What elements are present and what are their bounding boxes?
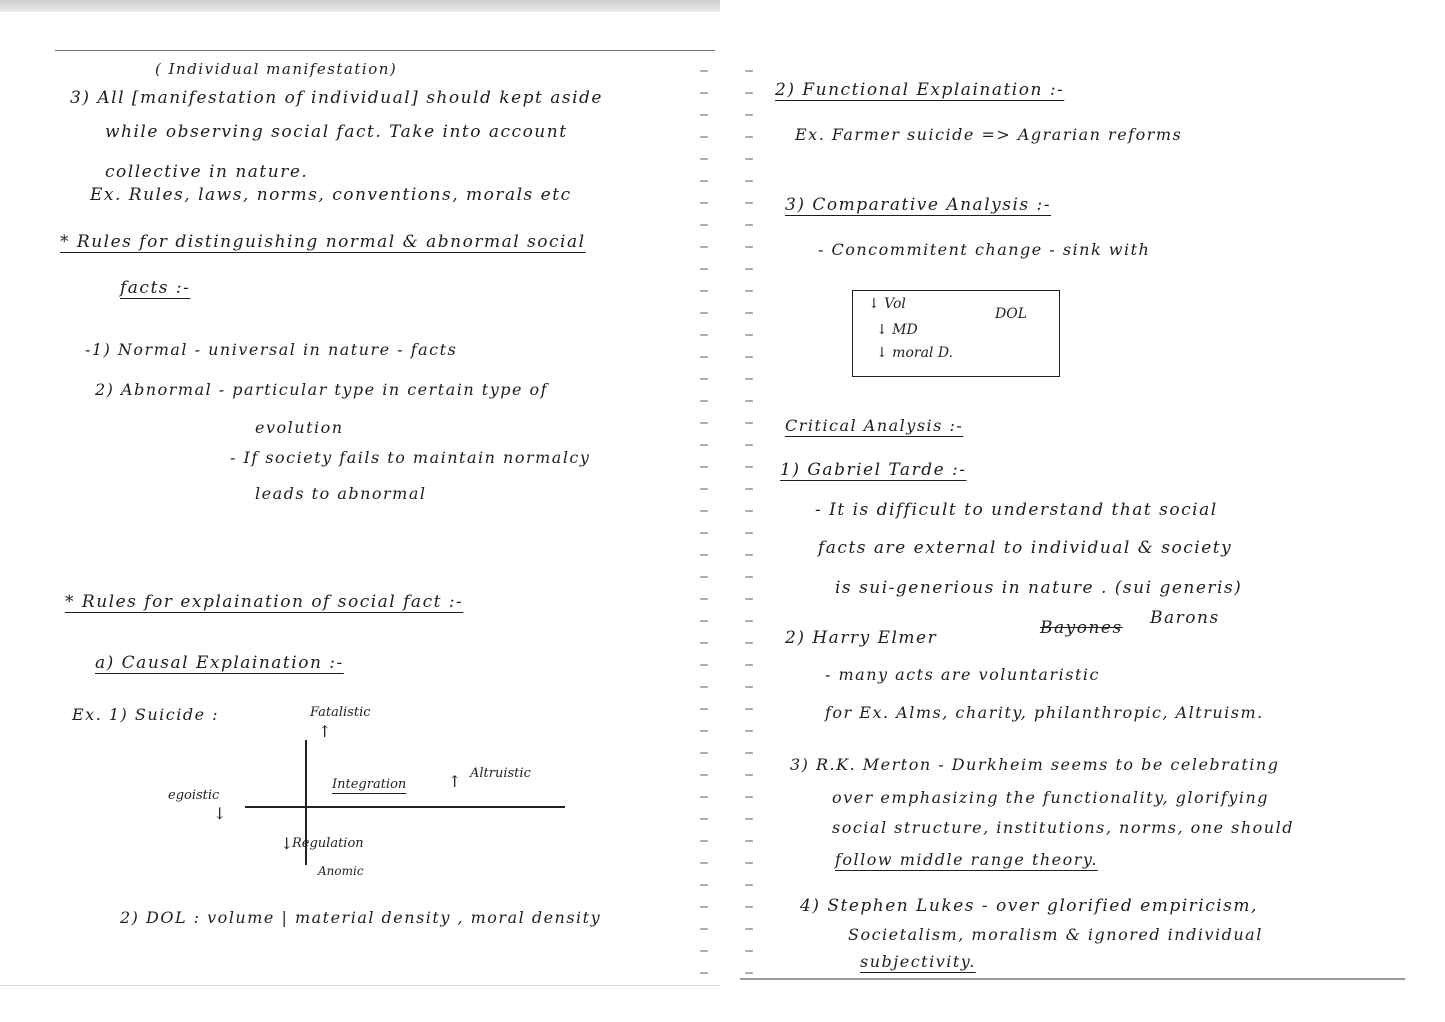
- binder-hole-mark: [745, 422, 753, 424]
- binder-hole-mark: [745, 774, 753, 776]
- binder-hole-mark: [700, 158, 708, 160]
- binder-hole-mark: [700, 796, 708, 798]
- binder-hole-mark: [700, 642, 708, 644]
- binder-hole-mark: [745, 114, 753, 116]
- binder-hole-mark: [700, 224, 708, 226]
- binder-hole-mark: [745, 950, 753, 952]
- binder-hole-mark: [745, 620, 753, 622]
- binder-hole-mark: [700, 268, 708, 270]
- binder-hole-mark: [700, 950, 708, 952]
- binder-hole-mark: [745, 268, 753, 270]
- binder-hole-mark: [745, 400, 753, 402]
- binder-hole-mark: [700, 862, 708, 864]
- heading-comparative-analysis: 3) Comparative Analysis :-: [785, 195, 1051, 215]
- binder-hole-mark: [745, 334, 753, 336]
- note-line: - If society fails to maintain normalcy: [230, 448, 591, 467]
- binder-hole-mark: [745, 378, 753, 380]
- binder-hole-mark: [700, 906, 708, 908]
- binder-hole-mark: [700, 466, 708, 468]
- binder-hole-mark: [745, 246, 753, 248]
- binder-hole-mark: [700, 356, 708, 358]
- binder-hole-mark: [745, 818, 753, 820]
- binder-hole-mark: [745, 576, 753, 578]
- note-line: social structure, institutions, norms, one should: [832, 818, 1294, 837]
- note-line: 3) All [manifestation of individual] should kept aside: [70, 88, 603, 108]
- heading-rules-explanation: * Rules for explaination of social fact :-: [65, 592, 464, 612]
- note-line: leads to abnormal: [255, 484, 427, 503]
- binder-hole-mark: [745, 730, 753, 732]
- binder-hole-mark: [700, 840, 708, 842]
- binder-hole-mark: [745, 92, 753, 94]
- box-item: ↓ MD: [876, 322, 918, 338]
- diagram-label-left: egoistic: [168, 788, 220, 803]
- binder-hole-mark: [700, 422, 708, 424]
- note-line: ( Individual manifestation): [155, 60, 398, 78]
- binder-hole-mark: [700, 444, 708, 446]
- note-line: Ex. 1) Suicide :: [72, 705, 220, 724]
- note-line: over emphasizing the functionality, glorifying: [832, 788, 1270, 807]
- binder-hole-mark: [745, 290, 753, 292]
- binder-hole-mark: [700, 202, 708, 204]
- heading-causal-explanation: a) Causal Explaination :-: [95, 653, 344, 673]
- note-line: follow middle range theory.: [835, 850, 1098, 869]
- binder-hole-mark: [745, 136, 753, 138]
- binder-hole-mark: [700, 378, 708, 380]
- note-line: Barons: [1150, 608, 1220, 628]
- arrow-down-icon: ↓: [213, 804, 227, 823]
- binder-hole-mark: [745, 202, 753, 204]
- binder-hole-mark: [745, 862, 753, 864]
- arrow-up-icon: ↑: [448, 772, 462, 791]
- diagram-label-regulation: Regulation: [292, 836, 364, 851]
- binder-hole-mark: [700, 598, 708, 600]
- binder-hole-mark: [745, 884, 753, 886]
- diagram-label-integration: Integration: [332, 777, 407, 792]
- binder-hole-mark: [700, 136, 708, 138]
- binder-hole-mark: [700, 400, 708, 402]
- binder-hole-mark: [700, 686, 708, 688]
- diagram-label-top: Fatalistic: [310, 705, 371, 720]
- diagram-label-right: Altruistic: [470, 766, 531, 781]
- binder-hole-mark: [745, 532, 753, 534]
- note-line: for Ex. Alms, charity, philanthropic, Altruism.: [825, 703, 1264, 722]
- note-line: facts are external to individual & society: [818, 538, 1233, 558]
- note-line: collective in nature.: [105, 162, 309, 182]
- binder-hole-mark: [700, 92, 708, 94]
- note-line: Ex. Farmer suicide => Agrarian reforms: [795, 125, 1183, 144]
- binder-hole-mark: [700, 576, 708, 578]
- binder-hole-mark: [700, 70, 708, 72]
- binder-hole-mark: [745, 796, 753, 798]
- binder-hole-mark: [745, 180, 753, 182]
- binder-hole-mark: [700, 312, 708, 314]
- note-line: - It is difficult to understand that social: [815, 500, 1218, 520]
- binder-hole-mark: [745, 312, 753, 314]
- binder-hole-mark: [700, 334, 708, 336]
- binder-hole-mark: [745, 686, 753, 688]
- binder-hole-mark: [700, 972, 708, 974]
- binder-hole-mark: [745, 642, 753, 644]
- binder-hole-mark: [700, 774, 708, 776]
- note-line: 3) R.K. Merton - Durkheim seems to be celebrating: [790, 755, 1280, 774]
- binder-hole-mark: [700, 114, 708, 116]
- binder-hole-mark: [745, 158, 753, 160]
- diagram-horizontal-axis: [245, 806, 565, 808]
- binder-hole-mark: [745, 444, 753, 446]
- heading-functional-explanation: 2) Functional Explaination :-: [775, 80, 1065, 100]
- note-line: 4) Stephen Lukes - over glorified empiricism,: [800, 896, 1258, 916]
- binder-hole-mark: [700, 884, 708, 886]
- binder-hole-mark: [745, 708, 753, 710]
- diagram-label-bottom: Anomic: [318, 864, 364, 878]
- heading-critical-analysis: Critical Analysis :-: [785, 416, 964, 435]
- struck-word: Bayones: [1040, 618, 1123, 638]
- note-line: while observing social fact. Take into account: [105, 122, 568, 142]
- note-line: is sui-generious in nature . (sui generis): [835, 578, 1243, 598]
- binder-hole-mark: [700, 290, 708, 292]
- note-line: facts :-: [120, 278, 191, 298]
- binder-hole-mark: [745, 466, 753, 468]
- binder-hole-mark: [745, 906, 753, 908]
- binder-hole-mark: [700, 246, 708, 248]
- binder-hole-mark: [745, 598, 753, 600]
- binder-hole-mark: [745, 840, 753, 842]
- binder-hole-mark: [745, 752, 753, 754]
- binder-hole-mark: [700, 180, 708, 182]
- binder-hole-mark: [700, 532, 708, 534]
- note-line: evolution: [255, 418, 344, 437]
- note-line: Ex. Rules, laws, norms, conventions, morals etc: [90, 185, 572, 205]
- note-line: - Concommitent change - sink with: [818, 240, 1151, 259]
- heading-rules-normal-abnormal: * Rules for distinguishing normal & abnormal social: [60, 232, 586, 252]
- box-label: DOL: [995, 306, 1027, 322]
- binder-hole-mark: [700, 928, 708, 930]
- binder-hole-mark: [700, 708, 708, 710]
- note-line-dol: 2) DOL : volume | material density , moral density: [120, 908, 602, 927]
- binder-hole-mark: [745, 972, 753, 974]
- note-line: 2) Harry Elmer: [785, 628, 938, 648]
- binder-hole-mark: [700, 620, 708, 622]
- heading-gabriel-tarde: 1) Gabriel Tarde :-: [780, 460, 967, 480]
- box-item: ↓ Vol: [868, 296, 906, 312]
- box-item: ↓ moral D.: [876, 345, 954, 361]
- binder-hole-mark: [745, 224, 753, 226]
- page-edge: [0, 985, 720, 986]
- note-line: -1) Normal - universal in nature - facts: [85, 340, 458, 359]
- binder-hole-mark: [700, 818, 708, 820]
- note-line: 2) Abnormal - particular type in certain type of: [95, 380, 549, 399]
- binder-hole-mark: [745, 70, 753, 72]
- binder-hole-mark: [745, 356, 753, 358]
- binder-hole-mark: [700, 752, 708, 754]
- arrow-down-icon: ↓: [280, 834, 294, 853]
- page-edge: [740, 978, 1405, 980]
- binder-hole-mark: [745, 664, 753, 666]
- binder-hole-mark: [745, 928, 753, 930]
- binder-hole-mark: [700, 664, 708, 666]
- binder-hole-mark: [745, 554, 753, 556]
- note-line: subjectivity.: [860, 952, 976, 971]
- binder-hole-mark: [700, 730, 708, 732]
- binder-hole-mark: [745, 510, 753, 512]
- note-line: - many acts are voluntaristic: [825, 665, 1100, 684]
- binder-hole-mark: [745, 488, 753, 490]
- binder-hole-mark: [700, 554, 708, 556]
- page-edge: [55, 50, 715, 51]
- binder-hole-mark: [700, 488, 708, 490]
- note-line: Societalism, moralism & ignored individual: [848, 925, 1263, 944]
- binder-hole-mark: [700, 510, 708, 512]
- arrow-up-icon: ↑: [318, 722, 332, 741]
- scan-top-bar: [0, 0, 720, 12]
